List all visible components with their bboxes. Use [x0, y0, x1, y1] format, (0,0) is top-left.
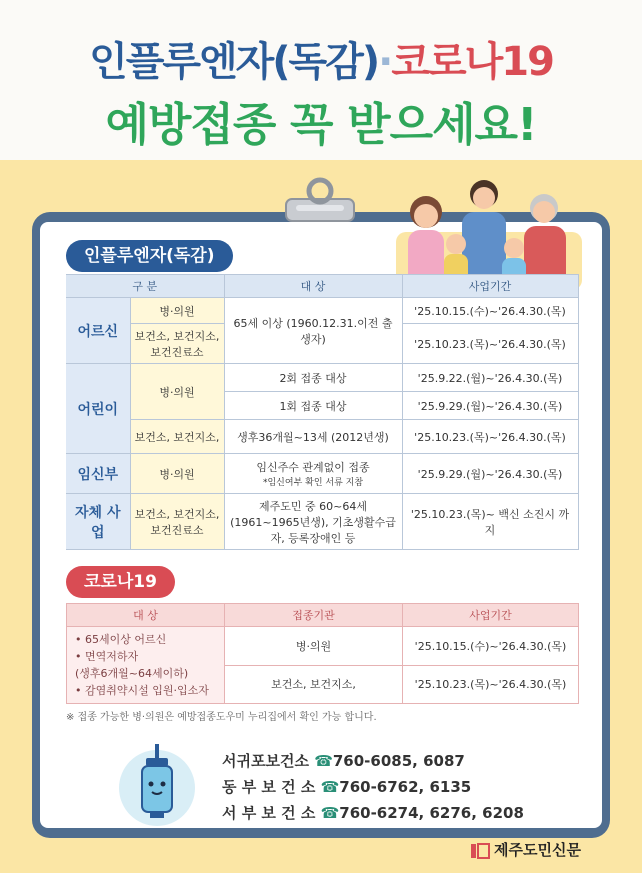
- footnote: ※ 접종 가능한 병·의원은 예방접종도우미 누리집에서 확인 가능 합니다.: [66, 712, 377, 723]
- contact-row: [222, 748, 524, 774]
- list-item: • 65세이상 어르신: [75, 633, 167, 646]
- pregnant-target-note: *임신여부 확인 서류 지참: [262, 478, 364, 488]
- table-header: 사업기간: [402, 275, 578, 298]
- contact-phone[interactable]: 760-6274, 6276, 6208: [339, 804, 524, 822]
- contact-name: 동 부 보 건 소: [222, 778, 316, 796]
- table-row: [66, 494, 578, 550]
- table-header: 구 분: [66, 275, 224, 298]
- table-cell: 생후36개월~13세 (2012년생): [224, 420, 402, 454]
- table-header: 접종기관: [225, 604, 403, 627]
- table-row: [66, 298, 578, 324]
- list-item: • 면역저하자: [75, 650, 139, 663]
- headline-banner: [0, 0, 642, 160]
- table-header-row: [66, 275, 578, 298]
- contact-phone[interactable]: 760-6085, 6087: [332, 752, 465, 770]
- contact-row: [222, 800, 524, 826]
- newspaper-logo: [470, 838, 581, 862]
- flu-schedule-table: [66, 274, 579, 550]
- table-cell: 보건소, 보건지소, 보건진료소: [130, 494, 224, 550]
- family-illustration-icon: [396, 172, 582, 290]
- table-cell: 65세 이상 (1960.12.31.이전 출생자): [224, 298, 402, 364]
- table-header: 대 상: [67, 604, 225, 627]
- group-adult: 어르신: [66, 298, 130, 364]
- covid-targets: [67, 627, 225, 704]
- group-child: 어린이: [66, 364, 130, 454]
- table-cell: 병·의원: [130, 364, 224, 420]
- table-header: 사업기간: [403, 604, 579, 627]
- logo-mark-icon: [470, 842, 490, 860]
- contact-row: [222, 774, 524, 800]
- table-row: [66, 364, 578, 392]
- table-cell: 제주도민 중 60~64세 (1961~1965년생), 기초생활수급자, 등록장애인 등: [224, 494, 402, 550]
- table-cell: '25.10.23.(목)~'26.4.30.(목): [402, 324, 578, 364]
- flu-section-title: 인플루엔자(독감): [66, 240, 233, 272]
- table-cell: 병·의원: [225, 627, 403, 666]
- table-header-row: [67, 604, 579, 627]
- table-cell: 병·의원: [130, 298, 224, 324]
- table-cell: [224, 454, 402, 494]
- pregnant-target: 임신주수 관계없이 접종: [256, 461, 370, 474]
- headline-dot: ·: [378, 39, 392, 85]
- table-cell: '25.9.22.(월)~'26.4.30.(목): [402, 364, 578, 392]
- contact-name: 서 부 보 건 소: [222, 804, 316, 822]
- table-cell: '25.10.15.(수)~'26.4.30.(목): [402, 298, 578, 324]
- headline-covid: 코로나19: [391, 39, 553, 85]
- table-cell: 보건소, 보건지소,: [130, 420, 224, 454]
- table-row: [66, 420, 578, 454]
- table-cell: 보건소, 보건지소, 보건진료소: [130, 324, 224, 364]
- table-cell: '25.10.23.(목)~'26.4.30.(목): [402, 420, 578, 454]
- table-cell: '25.10.23.(목)~'26.4.30.(목): [403, 665, 579, 704]
- table-cell: '25.10.15.(수)~'26.4.30.(목): [403, 627, 579, 666]
- headline-line1: [0, 30, 642, 87]
- contact-list: [222, 748, 524, 826]
- table-cell: 보건소, 보건지소,: [225, 665, 403, 704]
- phone-icon: ☎: [320, 804, 340, 822]
- group-self: 자체 사업: [66, 494, 130, 550]
- phone-icon: ☎: [314, 752, 333, 770]
- phone-icon: ☎: [320, 778, 340, 796]
- contact-name: 서귀포보건소: [222, 752, 309, 770]
- table-row: [67, 627, 579, 666]
- table-cell: '25.10.23.(목)~ 백신 소진시 까지: [402, 494, 578, 550]
- headline-line2: 예방접종 꼭 받으세요!: [105, 98, 537, 151]
- contact-phone[interactable]: 760-6762, 6135: [339, 778, 472, 796]
- clipboard-clip-icon: [280, 177, 360, 225]
- table-cell: '25.9.29.(월)~'26.4.30.(목): [402, 392, 578, 420]
- table-cell: '25.9.29.(월)~'26.4.30.(목): [402, 454, 578, 494]
- covid-schedule-table: [66, 603, 579, 704]
- vaccine-mascot-icon: [116, 740, 198, 826]
- covid-section-title: 코로나19: [66, 566, 175, 598]
- logo-text: 제주도민신문: [494, 841, 581, 859]
- list-item: (생후6개월~64세이하): [75, 667, 189, 680]
- table-header: 대 상: [224, 275, 402, 298]
- headline-flu: 인플루엔자(독감): [89, 39, 379, 85]
- list-item: • 감염취약시설 입원·입소자: [75, 684, 209, 697]
- table-cell: 1회 접종 대상: [224, 392, 402, 420]
- group-pregnant: 임신부: [66, 454, 130, 494]
- table-cell: 2회 접종 대상: [224, 364, 402, 392]
- table-row: [66, 454, 578, 494]
- table-cell: 병·의원: [130, 454, 224, 494]
